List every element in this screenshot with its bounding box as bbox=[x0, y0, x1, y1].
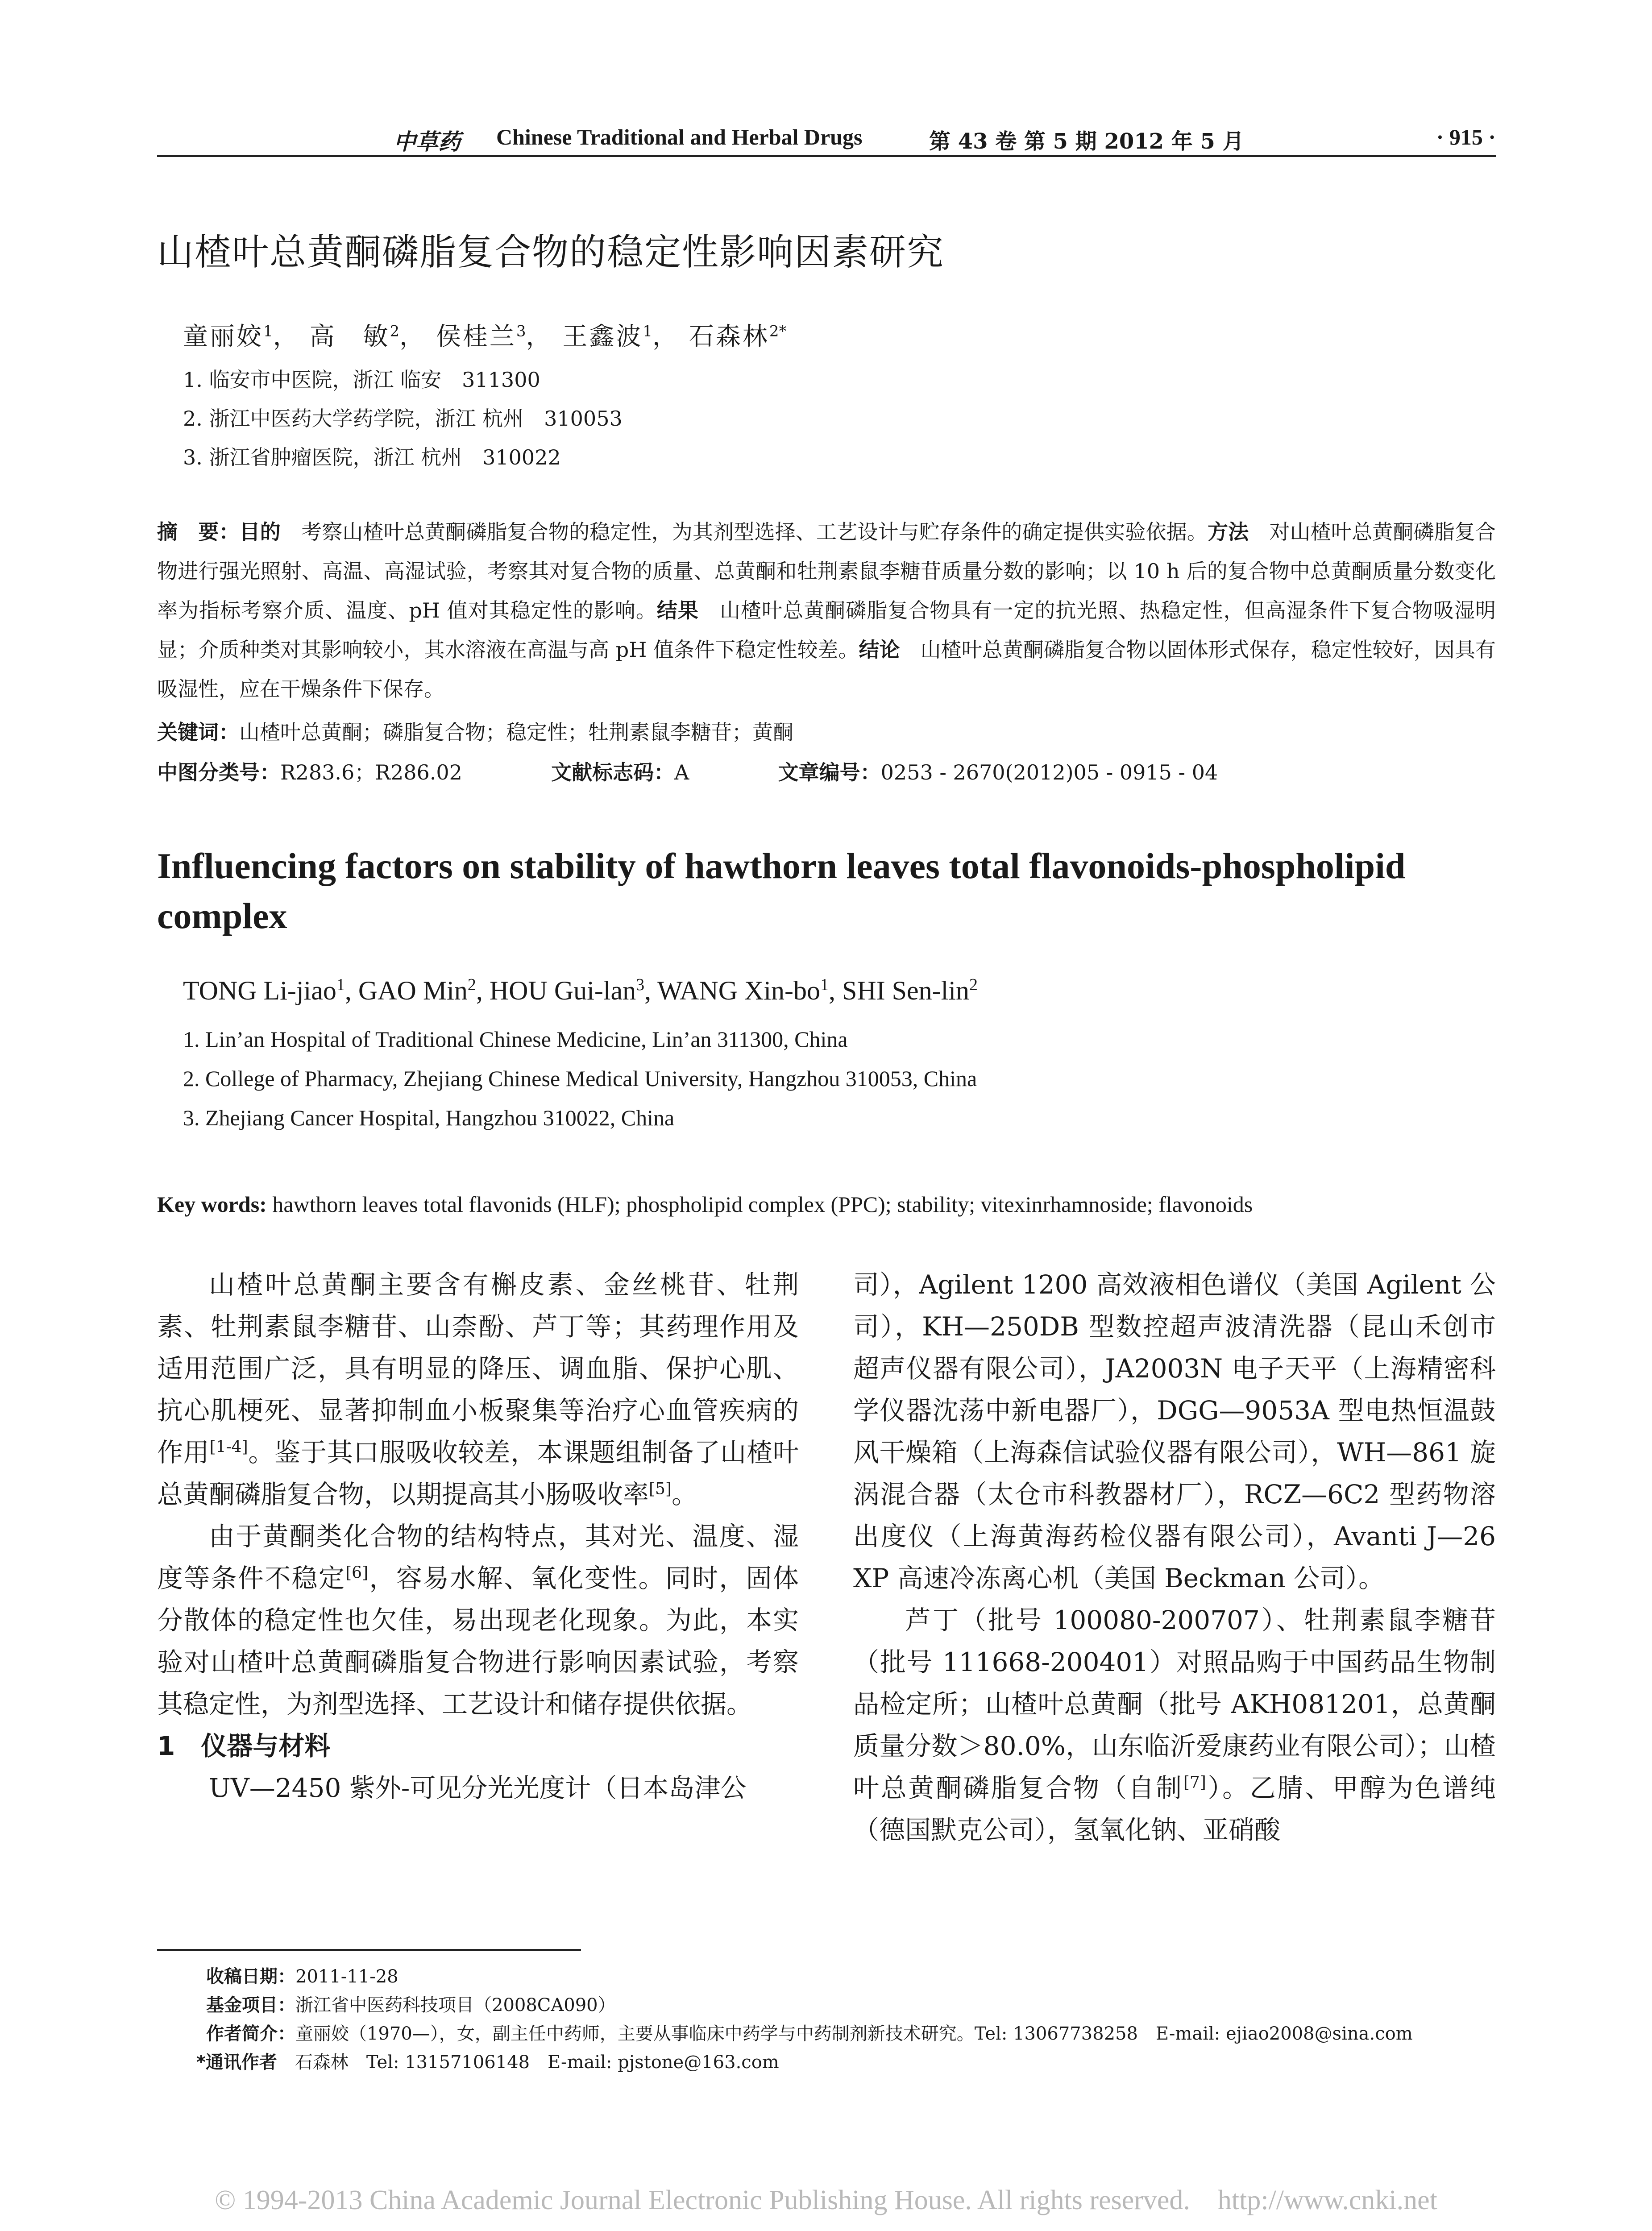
page-number: · 915 · bbox=[1436, 124, 1496, 149]
conclusion-text: 山楂叶总黄酮磷脂复合物以固体形式保存，稳定性较好，因具有吸湿性，应在干燥条件下保存。 bbox=[157, 638, 1496, 701]
citation[interactable]: [7] bbox=[1183, 1773, 1206, 1792]
copyright-notice: © 1994-2013 China Academic Journal Electronic Publishing House. All rights reserved. http://www.cnki.net bbox=[215, 2185, 1437, 2215]
body-paragraph bbox=[157, 1515, 799, 1725]
footnote-text: 童丽姣（1970—），女，副主任中药师，主要从事临床中药学与中药制剂新技术研究。Tel: 13067738258 E-mail: ejiao2008@sina.com bbox=[295, 2024, 1413, 2044]
footnote-fund bbox=[206, 1991, 616, 2016]
author-name: 童丽姣 bbox=[183, 322, 263, 351]
keywords-cn bbox=[157, 716, 793, 746]
article-title-cn: 山楂叶总黄酮磷脂复合物的稳定性影响因素研究 bbox=[157, 231, 945, 274]
objective-text: 考察山楂叶总黄酮磷脂复合物的稳定性，为其剂型选择、工艺设计与贮存条件的确定提供实验依据。 bbox=[280, 520, 1208, 544]
header-divider bbox=[157, 155, 1496, 157]
author-affil-mark: 3 bbox=[636, 975, 645, 994]
body-text: 山楂叶总黄酮主要含有槲皮素、金丝桃苷、牡荆素、牡荆素鼠李糖苷、山柰酚、芦丁等；其药理作用及适用范围广泛，具有明显的降压、调血脂、保护心肌、抗心肌梗死、显著抑制血小板聚集等治疗心血管疾病的作用 bbox=[157, 1269, 799, 1468]
journal-name-cn: 中草药 bbox=[394, 129, 461, 155]
author-affil-mark: 1 bbox=[643, 322, 652, 340]
body-paragraph bbox=[853, 1599, 1496, 1851]
article-title-en: Influencing factors on stability of hawthorn leaves total flavonoids-phospholipid complex bbox=[157, 846, 1406, 936]
affiliation-en: 2. College of Pharmacy, Zhejiang Chinese Medical University, Hangzhou 310053, China bbox=[183, 1066, 977, 1091]
author-affil-mark: 2 bbox=[390, 322, 400, 340]
footnote-text: 浙江省中医药科技项目（2008CA090） bbox=[295, 1995, 616, 2015]
body-column-right bbox=[853, 1264, 1496, 1851]
body-text: 。鉴于其口服吸收较差，本课题组制备了山楂叶总黄酮磷脂复合物，以期提高其小肠吸收率 bbox=[157, 1437, 799, 1509]
issue-info: 第 43 卷 第 5 期 2012 年 5 月 bbox=[929, 129, 1244, 154]
affiliation-cn: 3. 浙江省肿瘤医院，浙江 杭州 310022 bbox=[183, 445, 561, 469]
citation[interactable]: [1-4] bbox=[209, 1438, 248, 1456]
abstract-cn bbox=[157, 512, 1496, 709]
footnote-divider bbox=[157, 1949, 581, 1951]
keywords-text: 山楂叶总黄酮；磷脂复合物；稳定性；牡荆素鼠李糖苷；黄酮 bbox=[239, 720, 793, 744]
footnote-corresponding bbox=[196, 2048, 779, 2073]
footnote-author bbox=[206, 2020, 1413, 2045]
doc-code-value: A bbox=[674, 760, 689, 784]
keywords-en-label: Key words: bbox=[157, 1192, 267, 1217]
author-list-cn: 童丽姣$^1$， 高 敏$^2$， 侯桂兰$^3$， 王鑫波$^1$， 石森林$^{2*}$ bbox=[183, 322, 787, 351]
objective-label: 目的 bbox=[239, 520, 281, 544]
methods-text: 对山楂叶总黄酮磷脂复合物进行强光照射、高温、高湿试验，考察其对复合物的质量、总黄酮和牡荆素鼠李糖苷质量分数的影响；以 10 h 后的复合物中总黄酮质量分数变化率为指标考察介质、温度、pH 值对其稳定性的影响。 bbox=[157, 520, 1496, 622]
author-name-en: HOU Gui-lan bbox=[489, 976, 636, 1005]
abstract-label: 摘 要： bbox=[157, 520, 240, 544]
body-text: ，容易水解、氧化变性。同时，固体分散体的稳定性也欠佳，易出现老化现象。为此，本实验对山楂叶总黄酮磷脂复合物进行影响因素试验，考察其稳定性，为剂型选择、工艺设计和储存提供依据。 bbox=[157, 1563, 799, 1719]
footnote-label: 基金项目： bbox=[206, 1995, 295, 2015]
affiliation-cn: 1. 临安市中医院，浙江 临安 311300 bbox=[183, 368, 540, 392]
author-name-en: SHI Sen-lin bbox=[842, 976, 969, 1005]
body-text: 芦丁（批号 100080-200707）、牡荆素鼠李糖苷（批号 111668-200401）对照品购于中国药品生物制品检定所；山楂叶总黄酮（批号 AKH081201，总黄酮质量分数＞80.0%，山东临沂爱康药业有限公司）；山楂叶总黄酮磷脂复合物（自制 bbox=[853, 1605, 1496, 1803]
footnote-text: 2011-11-28 bbox=[295, 1966, 398, 1987]
keywords-en-text: hawthorn leaves total flavonids (HLF); phospholipid complex (PPC); stability; vitexinrhamnoside; flavonoids bbox=[266, 1192, 1253, 1217]
citation[interactable]: [5] bbox=[649, 1480, 672, 1498]
section-heading: 1 仪器与材料 bbox=[157, 1731, 331, 1761]
affiliation-en: 1. Lin’an Hospital of Traditional Chinese Medicine, Lin’an 311300, China bbox=[183, 1027, 848, 1052]
results-label: 结果 bbox=[656, 598, 699, 622]
affiliation-en: 3. Zhejiang Cancer Hospital, Hangzhou 310022, China bbox=[183, 1105, 675, 1130]
keywords-label: 关键词： bbox=[157, 720, 239, 744]
author-name-en: GAO Min bbox=[358, 976, 468, 1005]
doc-code-label: 文献标志码： bbox=[551, 760, 675, 784]
conclusion-label: 结论 bbox=[859, 638, 900, 662]
footnote-label: 作者简介： bbox=[206, 2024, 295, 2044]
results-text: 山楂叶总黄酮磷脂复合物具有一定的抗光照、热稳定性，但高湿条件下复合物吸湿明显；介质种类对其影响较小，其水溶液在高温与高 pH 值条件下稳定性较差。 bbox=[157, 598, 1496, 662]
author-name: 侯桂兰 bbox=[436, 322, 516, 351]
keywords-en bbox=[157, 1191, 1253, 1217]
author-affil-mark: 1 bbox=[820, 975, 829, 994]
author-name-en: TONG Li-jiao bbox=[183, 976, 336, 1005]
author-affil-mark: 2 bbox=[969, 975, 978, 994]
article-no-label: 文章编号： bbox=[778, 760, 881, 784]
author-affil-mark: 3 bbox=[516, 322, 526, 340]
journal-name-en: Chinese Traditional and Herbal Drugs bbox=[496, 124, 863, 149]
author-affil-mark: 2 bbox=[467, 975, 476, 994]
footnote-text: 石森林 Tel: 13157106148 E-mail: pjstone@163.com bbox=[277, 2052, 779, 2073]
body-text: 由于黄酮类化合物的结构特点，其对光、温度、湿度等条件不稳定 bbox=[157, 1521, 799, 1593]
author-name: 王鑫波 bbox=[562, 322, 643, 351]
footnote-received bbox=[206, 1962, 398, 1988]
body-paragraph: 司），Agilent 1200 高效液相色谱仪（美国 Agilent 公司），KH—250DB 型数控超声波清洗器（昆山禾创市超声仪器有限公司），JA2003N 电子天平（上海精密科学仪器沈荡中新电器厂），DGG—9053A 型电热恒温鼓风干燥箱（上海森信试验仪器有限公司），WH—861 旋涡混合器（太仓市科教器材厂），RCZ—6C2 型药物溶出度仪（上海黄海药检仪器有限公司），Avanti J—26 XP 高速冷冻离心机（美国 Beckman 公司）。 bbox=[853, 1269, 1496, 1593]
author-name: 石森林 bbox=[689, 322, 769, 351]
citation[interactable]: [6] bbox=[345, 1563, 369, 1582]
author-affil-mark: 2* bbox=[769, 322, 787, 340]
author-affil-mark: 1 bbox=[336, 975, 345, 994]
body-text: 。 bbox=[672, 1479, 698, 1509]
author-name-en: WANG Xin-bo bbox=[657, 976, 820, 1005]
article-no-value: 0253 - 2670(2012)05 - 0915 - 04 bbox=[880, 760, 1218, 784]
clc-value: R283.6；R286.02 bbox=[280, 760, 462, 784]
classification-line bbox=[157, 756, 1218, 786]
body-column-left bbox=[157, 1264, 799, 1809]
author-affil-mark: 1 bbox=[263, 322, 273, 340]
clc-label: 中图分类号： bbox=[157, 760, 280, 784]
footnote-label: 收稿日期： bbox=[206, 1966, 295, 1987]
author-name: 高 敏 bbox=[309, 322, 390, 351]
author-list-en: TONG Li-jiao$^1$, GAO Min$^2$, HOU Gui-lan$^3$, WANG Xin-$bo^1$, SHI Sen-lin$^2$ bbox=[183, 975, 978, 1005]
affiliation-cn: 2. 浙江中医药大学药学院，浙江 杭州 310053 bbox=[183, 406, 623, 431]
body-text: ）。乙腈、甲醇为色谱纯（德国默克公司），氢氧化钠、亚硝酸 bbox=[853, 1773, 1496, 1845]
running-header bbox=[157, 115, 1496, 155]
body-paragraph: UV—2450 紫外-可见分光光度计（日本岛津公 bbox=[209, 1773, 747, 1803]
methods-label: 方法 bbox=[1207, 520, 1249, 544]
footnote-label: *通讯作者 bbox=[196, 2052, 277, 2073]
body-paragraph bbox=[157, 1264, 799, 1515]
